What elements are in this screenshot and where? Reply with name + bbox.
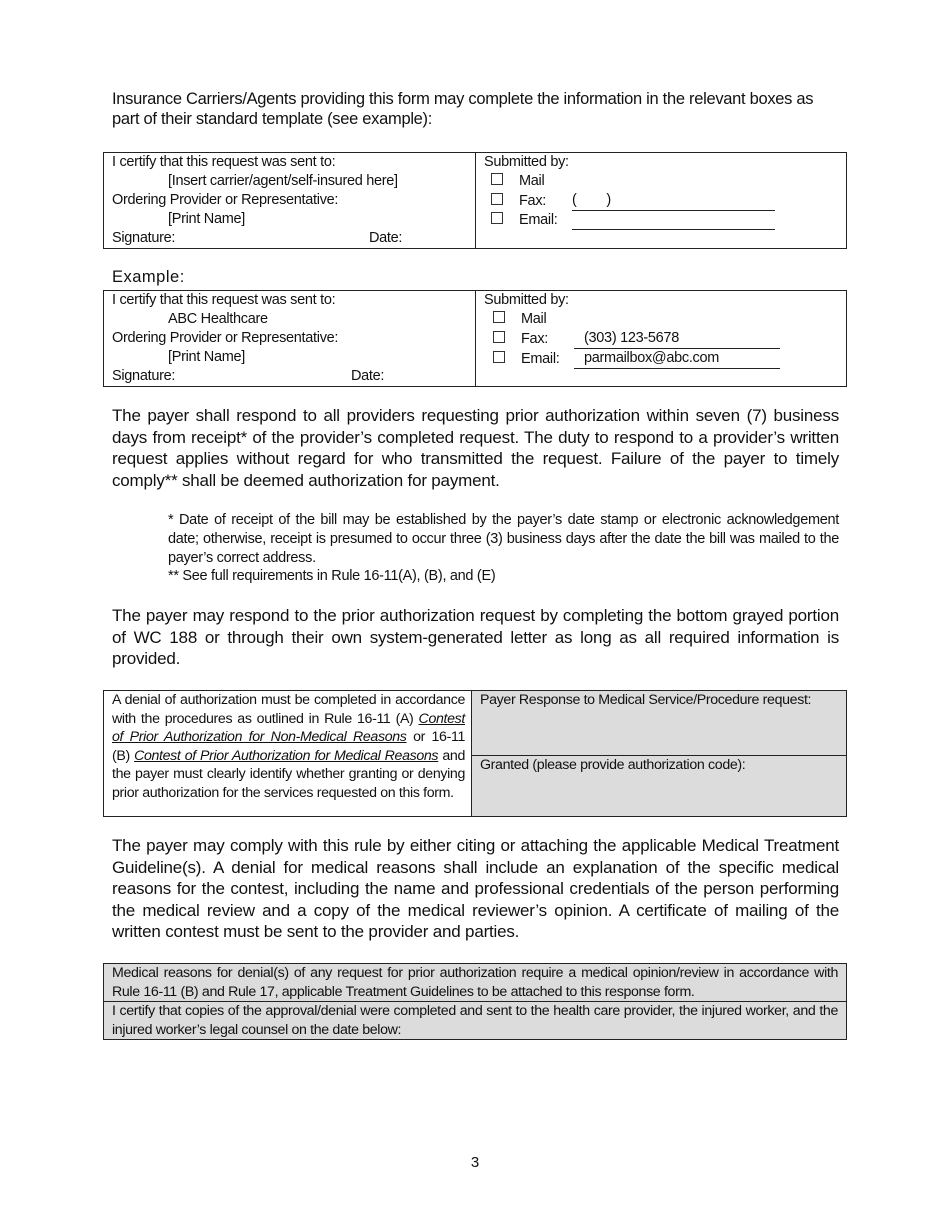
example-carrier: ABC Healthcare xyxy=(168,311,268,327)
denial-instructions-cell xyxy=(104,691,472,817)
denial-text-1: A denial of authorization must be completed in accordance with the procedures as outlined in Rule 16-11 (A) xyxy=(112,692,465,727)
example-submitted-by-label: Submitted by: xyxy=(484,292,569,308)
example-mail-checkbox[interactable] xyxy=(493,311,505,323)
example-fax-checkbox[interactable] xyxy=(493,331,505,343)
ordering-provider-label: Ordering Provider or Representative: xyxy=(112,192,339,208)
example-email-checkbox[interactable] xyxy=(493,351,505,363)
page-number: 3 xyxy=(470,1154,480,1171)
medical-reasons-cell xyxy=(104,964,847,1002)
medical-reasons-text: Medical reasons for denial(s) of any request for prior authorization require a medical opinion/review in accordance with Rule 16-11 (B) and Rule 17, applicable Treatment Guidelines to be attached to this response form. xyxy=(112,965,838,1000)
certify-copies-cell xyxy=(104,1002,847,1040)
example-fax-label: Fax: xyxy=(521,331,548,347)
certify-copies-text: I certify that copies of the approval/denial were completed and sent to the health care provider, the injured worker, and the injured worker’s legal counsel on the date below: xyxy=(112,1003,838,1038)
example-email-label: Email: xyxy=(521,351,560,367)
example-mail-label: Mail xyxy=(521,311,547,327)
granted-label: Granted (please provide authorization code): xyxy=(480,757,746,773)
example-left-cell xyxy=(104,291,476,387)
denial-text-3: and the payer must clearly identify whether granting or denying prior authorization for the services requested on this form. xyxy=(112,747,465,801)
requirements-footnote: ** See full requirements in Rule 16-11(A), (B), and (E) xyxy=(168,568,496,584)
fax-label: Fax: xyxy=(519,193,546,209)
fax-field[interactable]: ( ) xyxy=(572,191,775,211)
submitted-by-label: Submitted by: xyxy=(484,154,569,170)
example-label: Example: xyxy=(112,268,185,286)
granted-cell[interactable] xyxy=(472,756,847,817)
date-label: Date: xyxy=(369,230,403,246)
email-label: Email: xyxy=(519,212,558,228)
example-ordering-provider-label: Ordering Provider or Representative: xyxy=(112,330,339,346)
email-checkbox[interactable] xyxy=(491,212,503,224)
template-right-cell xyxy=(476,153,847,249)
email-field[interactable] xyxy=(572,212,775,230)
example-right-cell xyxy=(476,291,847,387)
receipt-footnote: * Date of receipt of the bill may be established by the payer’s date stamp or electronic acknowledgement date; otherwise, receipt is presumed to occur three (3) business days after the date the bill was mailed to the payer’s correct address. xyxy=(168,512,839,566)
fax-checkbox[interactable] xyxy=(491,193,503,205)
template-box xyxy=(103,152,847,249)
print-name-placeholder: [Print Name] xyxy=(168,211,245,227)
example-email-field[interactable]: parmailbox@abc.com xyxy=(574,349,780,369)
certify-line: I certify that this request was sent to: xyxy=(112,154,336,170)
payer-response-paragraph: The payer may respond to the prior authorization request by completing the bottom grayed portion of WC 188 or through their own system-generated letter as long as all required information is provided. xyxy=(112,606,839,668)
medical-contest-reference: Contest of Prior Authorization for Medical Reasons xyxy=(134,747,439,764)
example-date-label: Date: xyxy=(351,368,385,384)
example-box xyxy=(103,290,847,387)
example-fax-field[interactable]: (303) 123-5678 xyxy=(574,329,780,349)
example-certify-line: I certify that this request was sent to: xyxy=(112,292,336,308)
signature-label: Signature: xyxy=(112,230,176,246)
non-medical-contest-reference: Contest of Prior Authorization for Non-Medical Reasons xyxy=(112,710,465,745)
template-left-cell xyxy=(104,153,476,249)
medical-guideline-paragraph: The payer may comply with this rule by either citing or attaching the applicable Medical Treatment Guideline(s). A denial for medical reasons shall include an explanation of the specific medical reasons for the contest, including the name and professional credentials of the person performing the medical review and a copy of the medical reviewer’s opinion. A certificate of mailing of the written contest must be sent to the provider and parties. xyxy=(112,836,839,941)
denial-box xyxy=(103,690,847,817)
payer-response-label: Payer Response to Medical Service/Procedure request: xyxy=(480,692,812,708)
intro-text: Insurance Carriers/Agents providing this form may complete the information in the relevant boxes as part of their standard template (see example): xyxy=(112,90,814,128)
response-timing-paragraph: The payer shall respond to all providers requesting prior authorization within seven (7) business days from receipt* of the provider’s completed request. The duty to respond to a provider’s written request applies without regard for who transmitted the request. Failure of the payer to timely comply** shall be deemed authorization for payment. xyxy=(112,406,839,490)
mail-checkbox[interactable] xyxy=(491,173,503,185)
carrier-placeholder: [Insert carrier/agent/self-insured here] xyxy=(168,173,398,189)
example-signature-label: Signature: xyxy=(112,368,176,384)
mail-label: Mail xyxy=(519,173,545,189)
certification-box xyxy=(103,963,847,1040)
denial-text-2: or 16-11 (B) xyxy=(112,729,465,764)
example-print-name: [Print Name] xyxy=(168,349,245,365)
payer-response-cell[interactable] xyxy=(472,691,847,756)
